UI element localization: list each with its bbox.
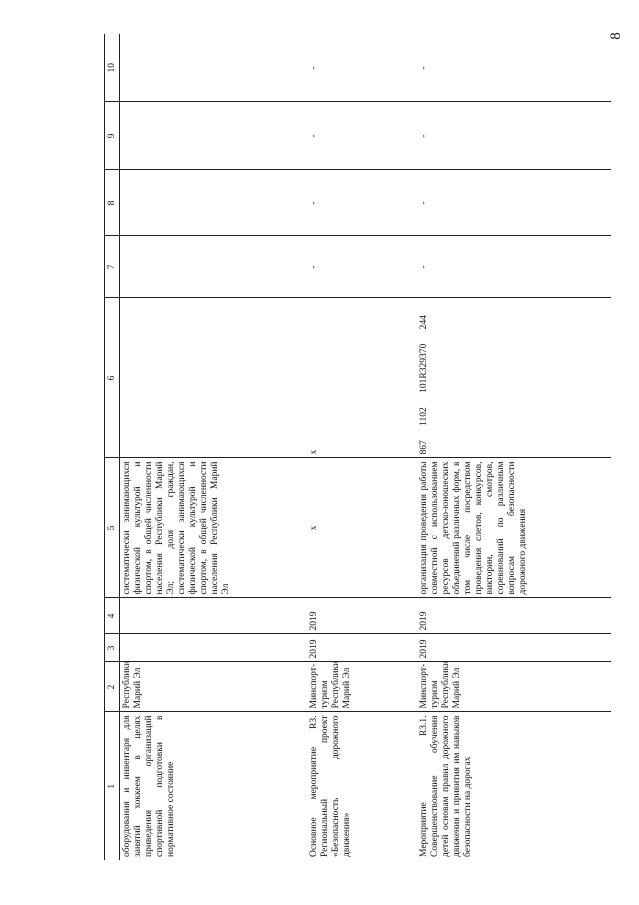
cell-event-name: оборудования и инвентаря для занятий хоккеем в целях приведения организаций спортивной подготовки в нормативное состояние: [122, 715, 176, 857]
table-row: [417, 34, 611, 860]
cell-col-7: -: [307, 236, 417, 298]
column-header: 6: [105, 298, 120, 458]
cell-col-8: [120, 170, 308, 236]
cell-end-year: [120, 598, 308, 634]
budget-code-rzpr: 1102: [419, 407, 429, 426]
cell-end-year: 2019: [417, 598, 611, 634]
column-header: 1: [105, 712, 120, 860]
column-header: 3: [105, 634, 120, 662]
column-header: 2: [105, 662, 120, 712]
table-row: [307, 34, 417, 860]
cell-end-year: 2019: [307, 598, 417, 634]
cell-budget-code: [417, 298, 611, 458]
cell-start-year: 2019: [307, 634, 417, 662]
budget-codes: [419, 302, 430, 455]
cell-col-7: [120, 236, 308, 298]
column-header: 8: [105, 170, 120, 236]
cell-indicator: систематически занимающихся физической культурой и спортом, в общей численности населения Республики Марий Эл; доля граждан, систематически занимающихся физической культурой и спортом, в общей численности населения Республики Марий Эл: [120, 458, 308, 598]
budget-code-vr: 244: [419, 315, 429, 330]
cell-col-8: -: [417, 170, 611, 236]
program-table: [104, 34, 611, 860]
column-header: 7: [105, 236, 120, 298]
cell-start-year: 2019: [417, 634, 611, 662]
cell-executor: Минспорт-туризм Республики Марий Эл: [417, 662, 611, 712]
column-header: 9: [105, 102, 120, 170]
column-header: 5: [105, 458, 120, 598]
column-header: 4: [105, 598, 120, 634]
cell-col-9: [120, 102, 308, 170]
cell-col-10: -: [307, 34, 417, 102]
cell-indicator: организация проведения работы совместной с использованием ресурсов детско-юношеских объединений различных форм, в том числе посредством проведения слетов, конкурсов, викторин, смотров, соревнований по различным вопросам безопасности дорожного движения: [417, 458, 611, 598]
column-header: 10: [105, 34, 120, 102]
cell-col-9: -: [307, 102, 417, 170]
cell-executor: Минспорт-туризм Республики Марий Эл: [307, 662, 417, 712]
cell-indicator: х: [307, 458, 417, 598]
budget-code-csr: 101R329370: [419, 343, 429, 393]
cell-event-name: Основное мероприятие R3. Региональный проект «Безопасность дорожного движения»: [309, 715, 352, 857]
cell-col-7: -: [417, 236, 611, 298]
cell-col-8: -: [307, 170, 417, 236]
budget-code-grbs: 867: [419, 440, 429, 455]
table-container: [104, 34, 634, 860]
cell-start-year: [120, 634, 308, 662]
cell-budget-code: х: [307, 298, 417, 458]
cell-budget-code: [120, 298, 308, 458]
table-row: [120, 34, 308, 860]
cell-col-10: [120, 34, 308, 102]
cell-col-10: -: [417, 34, 611, 102]
page-number: 8: [608, 32, 624, 40]
cell-event-name: Мероприятие R3.1. Совершенствование обучения детей основам правил дорожного движения и привития им навыков безопасности на дорогах: [419, 715, 473, 857]
header-row: [105, 34, 120, 860]
cell-col-9: -: [417, 102, 611, 170]
cell-executor: Республики Марий Эл: [120, 662, 308, 712]
